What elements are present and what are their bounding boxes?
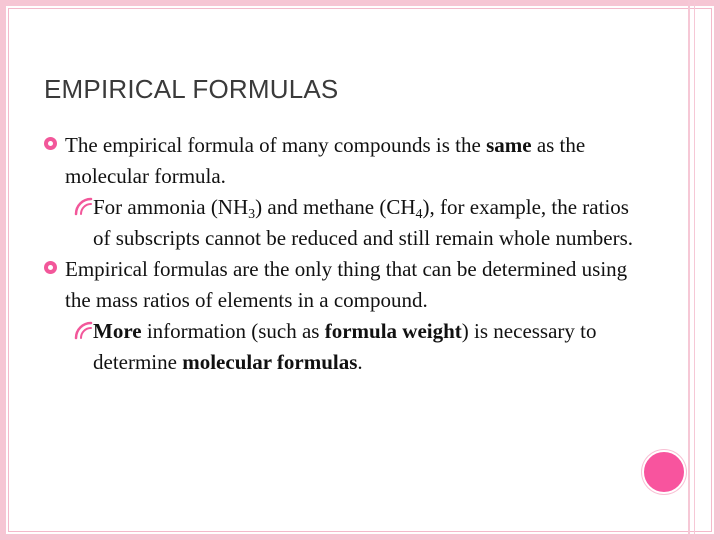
- circle-bullet-icon: [44, 137, 57, 150]
- subbullet-item: [44, 316, 644, 378]
- subbullet-text: information (such as: [141, 319, 325, 343]
- quarter-arc-bullet-icon: [73, 320, 93, 340]
- vertical-rule: [688, 0, 690, 540]
- pink-dot-icon: [642, 450, 686, 494]
- bullet-item: [44, 130, 644, 192]
- bullet-text-bold: same: [486, 133, 532, 157]
- bullet-text: The empirical formula of many compounds is the: [65, 133, 487, 157]
- subbullet-text: For ammonia (NH: [93, 195, 249, 219]
- circle-bullet-icon: [44, 261, 57, 274]
- bullet-text: Empirical formulas are the only thing that can be determined using the mass ratios of elements in a compound.: [65, 257, 628, 312]
- quarter-arc-bullet-icon: [73, 196, 93, 216]
- subbullet-text-bold: formula weight: [324, 319, 462, 343]
- subbullet-text-bold: molecular formulas: [182, 350, 358, 374]
- subbullet-text: ) and methane (CH: [255, 195, 416, 219]
- bullet-text: as the molecular formula.: [65, 133, 586, 188]
- slide-content: [44, 130, 644, 378]
- subbullet-text: .: [357, 350, 363, 374]
- slide-title: EMPIRICAL FORMULAS: [44, 74, 339, 104]
- vertical-rule-thin: [694, 0, 695, 540]
- bullet-item: [44, 254, 644, 316]
- subscript: 3: [248, 207, 256, 222]
- subbullet-item: [44, 192, 644, 254]
- subbullet-text-bold: More: [93, 319, 142, 343]
- subbullet-text: ) is necessary to determine: [93, 319, 597, 374]
- subscript: 4: [415, 207, 423, 222]
- subbullet-text: ), for example, the ratios of subscripts cannot be reduced and still remain whole numbers.: [93, 195, 634, 250]
